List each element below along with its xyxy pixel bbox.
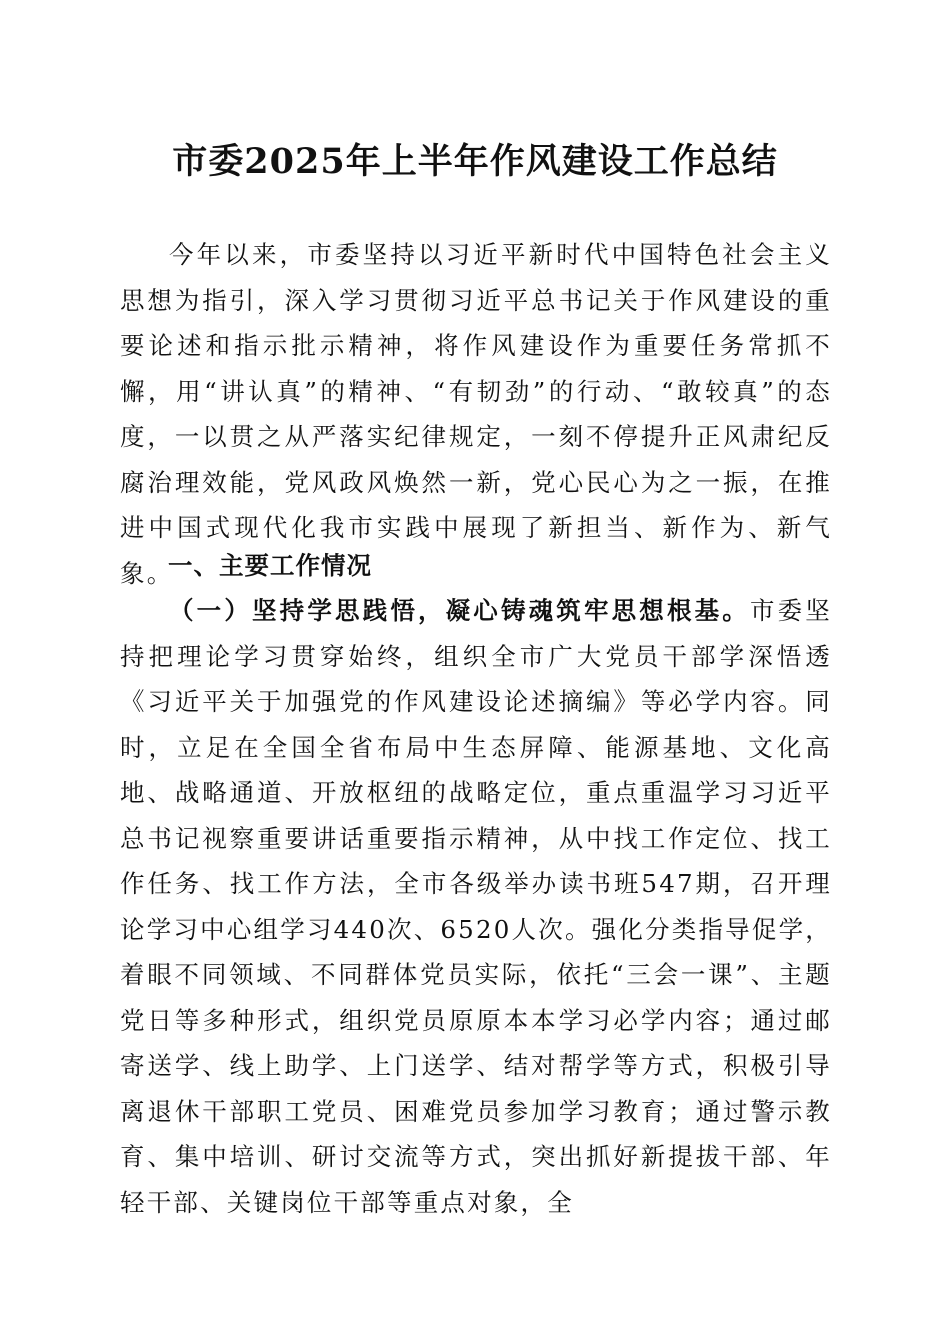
- document-title: 市委2025年上半年作风建设工作总结: [172, 141, 778, 182]
- section-heading: 一、主要工作情况: [168, 551, 372, 580]
- subsection-paragraph: [120, 588, 832, 1225]
- subsection-lead: （一）坚持学思践悟，凝心铸魂筑牢思想根基。: [169, 596, 750, 625]
- subsection-body: 市委坚持把理论学习贯穿始终，组织全市广大党员干部学深悟透《习近平关于加强党的作风建设论述摘编》等必学内容。同时，立足在全国全省布局中生态屏障、能源基地、文化高地、战略通道、开放枢纽的战略定位，重点重温学习习近平总书记视察重要讲话重要指示精神，从中找工作定位、找工作任务、找工作方法，全市各级举办读书班547期，召开理论学习中心组学习440次、6520人次。强化分类指导促学，着眼不同领域、不同群体党员实际，依托“三会一课”、主题党日等多种形式，组织党员原原本本学习必学内容；通过邮寄送学、线上助学、上门送学、结对帮学等方式，积极引导离退休干部职工党员、困难党员参加学习教育；通过警示教育、集中培训、研讨交流等方式，突出抓好新提拔干部、年轻干部、关键岗位干部等重点对象，全: [120, 596, 832, 1217]
- intro-paragraph: 今年以来，市委坚持以习近平新时代中国特色社会主义思想为指引，深入学习贯彻习近平总书记关于作风建设的重要论述和指示批示精神，将作风建设作为重要任务常抓不懈，用“讲认真”的精神、“有韧劲”的行动、“敢较真”的态度，一以贯之从严落实纪律规定，一刻不停提升正风肃纪反腐治理效能，党风政风焕然一新，党心民心为之一振，在推进中国式现代化我市实践中展现了新担当、新作为、新气象。: [120, 240, 832, 588]
